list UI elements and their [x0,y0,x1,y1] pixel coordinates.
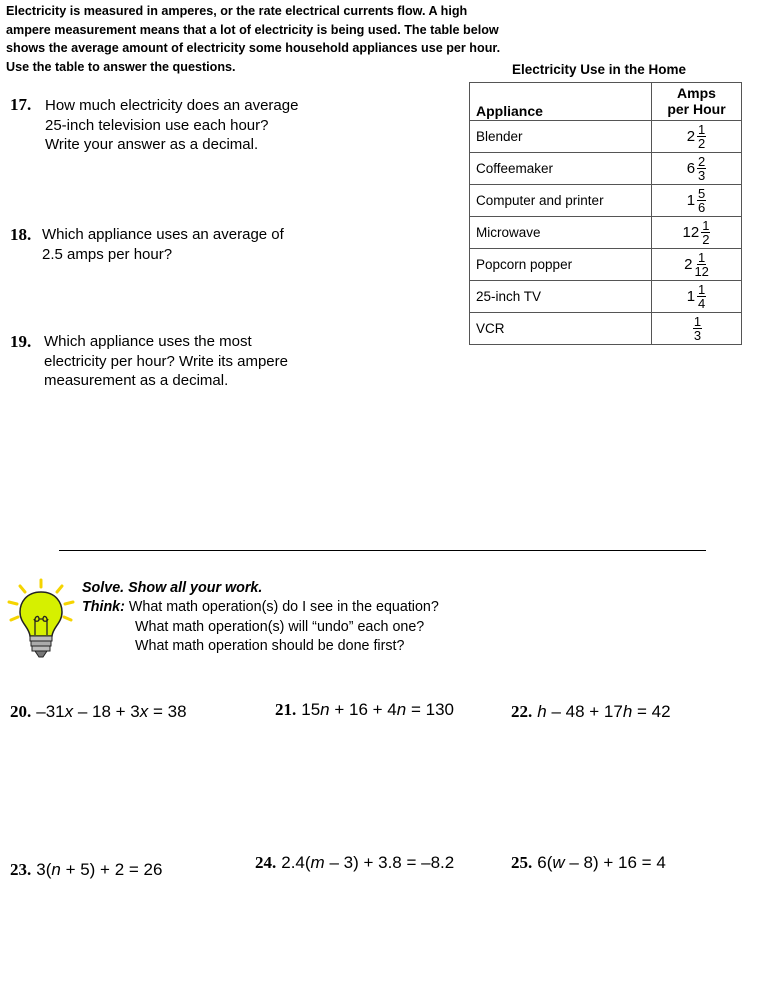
question-number: 17. [10,95,32,114]
equation-25: 25. 6(w – 8) + 16 = 4 [511,853,666,872]
amps-fraction: $\frac{5}{6}$ [698,186,706,215]
table-row [470,153,742,185]
lightbulb-icon [6,578,76,667]
table-row [470,313,742,345]
table-row [470,121,742,153]
amps-cell [652,281,742,313]
appliance-cell: VCR [470,313,652,345]
amps-whole: 2 [686,128,696,145]
amps-cell [652,185,742,217]
amps-fraction: $\frac{1}{2}$ [698,122,706,151]
question-18: Which appliance uses an average of 2.5 amps per hour? [42,226,284,263]
table-title: Electricity Use in the Home [512,62,687,77]
equation-21: 21. 15n + 16 + 4n = 130 [275,700,454,719]
amps-whole: 1 [686,288,696,305]
amps-cell [652,217,742,249]
amps-fraction: $\frac{1}{12}$ [694,250,709,279]
question-19: Which appliance uses the most electricity per hour? Write its ampere measurement as a decimal. [44,333,288,389]
appliance-cell: 25-inch TV [470,281,652,313]
equation-20: 20. –31x – 18 + 3x = 38 [10,702,187,721]
appliance-cell: Computer and printer [470,185,652,217]
think-label: Think: [82,599,125,616]
question-17: How much electricity does an average 25-inch television use each hour? Write your answer as a decimal. [45,97,299,153]
table-row [470,217,742,249]
col-header-amps: Amps per Hour [652,83,742,121]
amps-whole: 6 [686,160,696,177]
amps-cell [652,121,742,153]
amps-cell [652,313,742,345]
intro-paragraph: Electricity is measured in amperes, or the rate electrical currents flow. A high ampere measurement means that a lot of electricity is being used. The table below shows the average amount of electricity some household appliances use per hour. Use the table to answer the questions. [6,4,501,74]
solve-instructions: Solve. Show all your work. Think: What math operation(s) do I see in the equation? What math operation(s) will “undo” each one? What math operation should be done first? [82,580,439,654]
table-row [470,281,742,313]
equation-23: 23. 3(n + 5) + 2 = 26 [10,860,163,879]
appliance-cell: Coffeemaker [470,153,652,185]
section-divider [59,550,706,551]
question-number: 19. [10,332,32,351]
question-number: 18. [10,225,32,244]
equation-24: 24. 2.4(m – 3) + 3.8 = –8.2 [255,853,455,872]
solve-title: Solve. Show all your work. [82,580,263,596]
amps-fraction: $\frac{2}{3}$ [698,154,706,183]
amps-whole: 1 [686,192,696,209]
col-header-appliance: Appliance [470,83,652,121]
appliance-cell: Microwave [470,217,652,249]
amps-cell [652,249,742,281]
amps-fraction: $\frac{1}{2}$ [702,218,710,247]
appliance-cell: Popcorn popper [470,249,652,281]
amps-whole: 12 [682,224,700,241]
table-row [470,249,742,281]
amps-fraction: $\frac{1}{4}$ [698,282,706,311]
appliance-cell: Blender [470,121,652,153]
amps-cell [652,153,742,185]
table-row [470,185,742,217]
amps-whole: 2 [684,256,693,273]
equation-22: 22. h – 48 + 17h = 42 [511,702,671,721]
amps-fraction: $\frac{1}{3}$ [693,314,702,343]
electricity-table [469,82,742,345]
